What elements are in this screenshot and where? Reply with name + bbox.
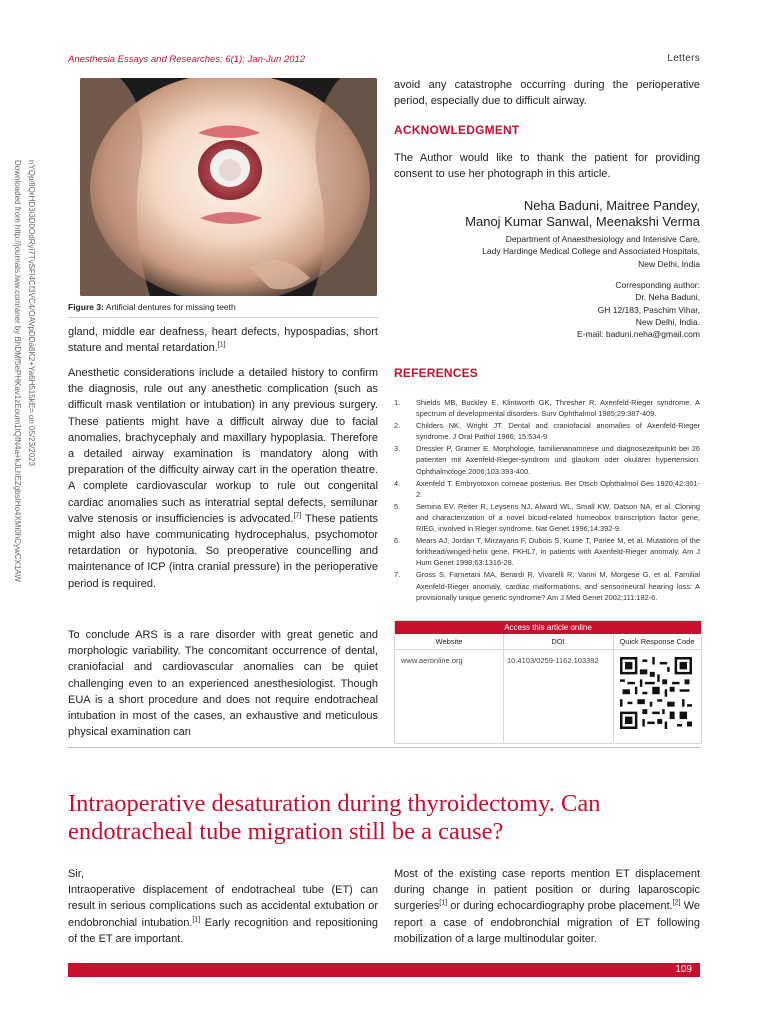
- figure-caption: [68, 302, 236, 312]
- reference-item: [394, 478, 700, 500]
- paragraph-text: We report a case of endobronchial migration of ET following mobilization of a large multinodular goiter.: [394, 900, 701, 945]
- reference-text: Gross S, Farnetani MA, Berardi R, Vivarelli R, Vanni M, Morgese G, et al. Familial Axenfeld-Rieger anomaly, cardiac malformations, and sensorineural hearing loss: A provisionally unique genetic syndrome? Am J Med Genet 2002;111:182-6.: [416, 570, 700, 602]
- reference-item: [394, 501, 700, 534]
- reference-number: 7.: [394, 570, 401, 580]
- watermark-line-2: nYQp/IlQrHD3i3D0OdRyi7TvSFl4Cf3VC4/OAVpDDa8K2+Ya6H515kE= on 05/23/2023: [27, 160, 36, 467]
- reference-number: 4.: [394, 478, 401, 488]
- paragraph-text: These patients might also have communicating hydrocephalus, psychomotor retardation or hypotonia. So preoperative councelling and maintenance of ICP (intra cranial pressure) in the perioperative period is required.: [68, 512, 378, 590]
- left-paragraph-2: [68, 365, 378, 592]
- reference-text: Dressler P, Gramer E. Morphologie, familienanamnese und diagnosezeitpunkt bei 26 patienten mit Axenfeld-Rieger-syndrom und glaukom oder okulärer hypertension. Ophthalmologe 2006;103:393-400.: [416, 444, 700, 476]
- citation-ref[interactable]: [7]: [293, 512, 302, 520]
- corresponding-line: Dr. Neha Baduni,: [635, 292, 700, 303]
- footer-bar: [68, 963, 700, 977]
- corresponding-author: [577, 279, 700, 340]
- reference-text: Mears AJ, Jordan T, Mirzayans F, Dubois S, Kume T, Parlee M, et al. Mutations of the forkhead/winged-helix gene, FKHL7, in patients with Axenfeld-Rieger anomaly. Am J Hum Genet 1998;63:1316-28.: [416, 536, 700, 568]
- reference-item: [394, 420, 700, 442]
- reference-item: [394, 535, 700, 568]
- figure-label: Figure 3:: [68, 302, 104, 312]
- author-email[interactable]: E-mail: baduni.neha@gmail.com: [577, 329, 700, 340]
- paragraph-text: Early recognition and repositioning of the ET are important.: [68, 916, 378, 945]
- doi-link[interactable]: 10.4103/0259-1162.103392: [507, 656, 599, 665]
- authors-line-1: Neha Baduni, Maitree Pandey,: [523, 198, 700, 213]
- left-paragraph-3: To conclude ARS is a rare disorder with great genetic and morphologic variability. The concomitant occurrence of dental, craniofacial and cardiovascular anomalies can be quiet challenging even to an experienced anesthesiologist. Though EUA is a short procedure and does not require endotracheal intubation in most of the cases, an exhaustive and meticulous physical examination can: [68, 629, 378, 739]
- salutation: Sir,: [68, 868, 84, 880]
- acknowledgment-heading: ACKNOWLEDGMENT: [394, 123, 520, 137]
- references-heading: REFERENCES: [394, 366, 479, 380]
- access-columns: [395, 634, 701, 650]
- acknowledgment-text: The Author would like to thank the patient for providing consent to use her photograph in this article.: [394, 152, 700, 181]
- caption-rule: [68, 317, 378, 318]
- affiliation-line: New Delhi, India: [638, 258, 700, 269]
- access-col-doi: DOI: [551, 637, 565, 646]
- access-heading: Access this article online: [395, 621, 701, 634]
- reference-item: [394, 569, 700, 602]
- qr-code-icon[interactable]: [620, 657, 692, 729]
- article-divider: [68, 747, 700, 748]
- reference-number: 5.: [394, 501, 401, 511]
- access-article-box: [394, 620, 702, 744]
- corresponding-line: New Delhi, India.: [635, 316, 700, 327]
- article-title: Intraoperative desaturation during thyroidectomy. Can endotracheal tube migration still be a cause?: [68, 790, 601, 845]
- paragraph-text: or during echocardiography probe placement.: [447, 900, 673, 913]
- journal-citation: Anesthesia Essays and Researches; 6(1); Jan-Jun 2012: [68, 54, 306, 65]
- affiliation-line: Department of Anaesthesiology and Intensive Care,: [505, 234, 700, 244]
- access-col-qr: Quick Response Code: [619, 637, 695, 646]
- column-divider: [613, 634, 614, 742]
- reference-item: [394, 397, 700, 419]
- citation-ref[interactable]: [1]: [217, 341, 226, 349]
- website-link[interactable]: www.aeronline.org: [401, 656, 463, 665]
- figure-caption-text: Artificial dentures for missing teeth: [103, 302, 236, 312]
- affiliation-line: Lady Hardinge Medical College and Associated Hospitals,: [482, 246, 700, 257]
- reference-item: [394, 443, 700, 476]
- reference-text: Shields MB, Buckley E, Klintworth GK, Thresher R. Axenfeld-Rieger syndrome. A spectrum of developmental disorders. Surv Ophthalmol 1985;29:387-409.: [416, 398, 700, 419]
- right-paragraph-top: avoid any catastrophe occurring during the perioperative period, especially due to difficult airway.: [394, 79, 700, 108]
- photo-of-mouth-icon: [80, 78, 377, 296]
- figure-photo: [80, 78, 377, 296]
- new-article-left: [68, 866, 378, 947]
- paragraph-text: Most of the existing case reports mention ET displacement during change in patient position or during laparoscopic surgeries: [394, 868, 700, 913]
- left-paragraph-1: [68, 324, 378, 356]
- affiliation: [482, 233, 700, 270]
- new-article-right: [394, 866, 700, 947]
- paragraph-text: Anesthetic considerations include a detailed history to confirm the diagnosis, rule out any anesthetic complication (such as difficult mask ventilation or intubation) in any previous surgery. These patients might have a difficult airway due to facial anomalies, brachycephaly and maxillary hypoplasia. Therefore a detailed airway examination is mandatory along with preparation of the difficulty airway cart in the operation theatre. A complete cardiovascular workup to rule out congenital cardiac anomalies such as interatrial septal defects, semilunar valve stenosis or insufficiencies is advocated.: [68, 367, 378, 525]
- citation-ref[interactable]: [2]: [672, 899, 681, 907]
- watermark-line-1: Downloaded from http://journals.lww.com/aner by BhDMf5ePHKav1zEoum1tQfN4a+kJLhEZgbsIHo4XMi0hCywCX1AW: [13, 160, 22, 582]
- citation-ref[interactable]: [1]: [439, 899, 448, 907]
- paragraph-text: gland, middle ear deafness, heart defects, hypospadias, short stature and mental retardation.: [68, 326, 378, 355]
- authors-line-2: Manoj Kumar Sanwal, Meenakshi Verma: [465, 214, 700, 229]
- paragraph-text: Intraoperative displacement of endotracheal tube (ET) can result in serious complications such as accidental extubation or endobronchial intubation.: [68, 884, 378, 929]
- page-number: 109: [675, 964, 692, 975]
- corresponding-line: Corresponding author:: [615, 280, 700, 290]
- reference-text: Childers NK, Wright JT. Dental and craniofacial anomalies of Axenfeld-Rieger syndrome. J Oral Pathol 1986; 15:534-9.: [416, 421, 700, 442]
- reference-list: [394, 397, 700, 604]
- access-col-website: Website: [435, 637, 463, 646]
- reference-number: 2.: [394, 421, 401, 431]
- reference-text: Axenfeld T. Embryotoxon corneae posterius. Ber Dtsch Ophthalmol Ges 1920;42:301-2.: [416, 478, 700, 499]
- corresponding-line: GH 12/183, Paschim Vihar,: [597, 304, 700, 315]
- reference-number: 3.: [394, 444, 401, 454]
- reference-number: 6.: [394, 536, 401, 546]
- reference-text: Semina EV, Reiter R, Leysens NJ, Alward WL, Small KW, Datson NA, et al. Cloning and characterization of a novel bicoid-related homeobox transcription factor gene, RIEG, involved in Rieger syndrome. Nat Genet 1996;14:392-9.: [416, 501, 700, 534]
- citation-ref[interactable]: [1]: [192, 915, 201, 923]
- column-divider: [503, 634, 504, 742]
- reference-number: 1.: [394, 398, 401, 407]
- section-label: Letters: [667, 53, 700, 64]
- download-watermark: [5, 160, 41, 860]
